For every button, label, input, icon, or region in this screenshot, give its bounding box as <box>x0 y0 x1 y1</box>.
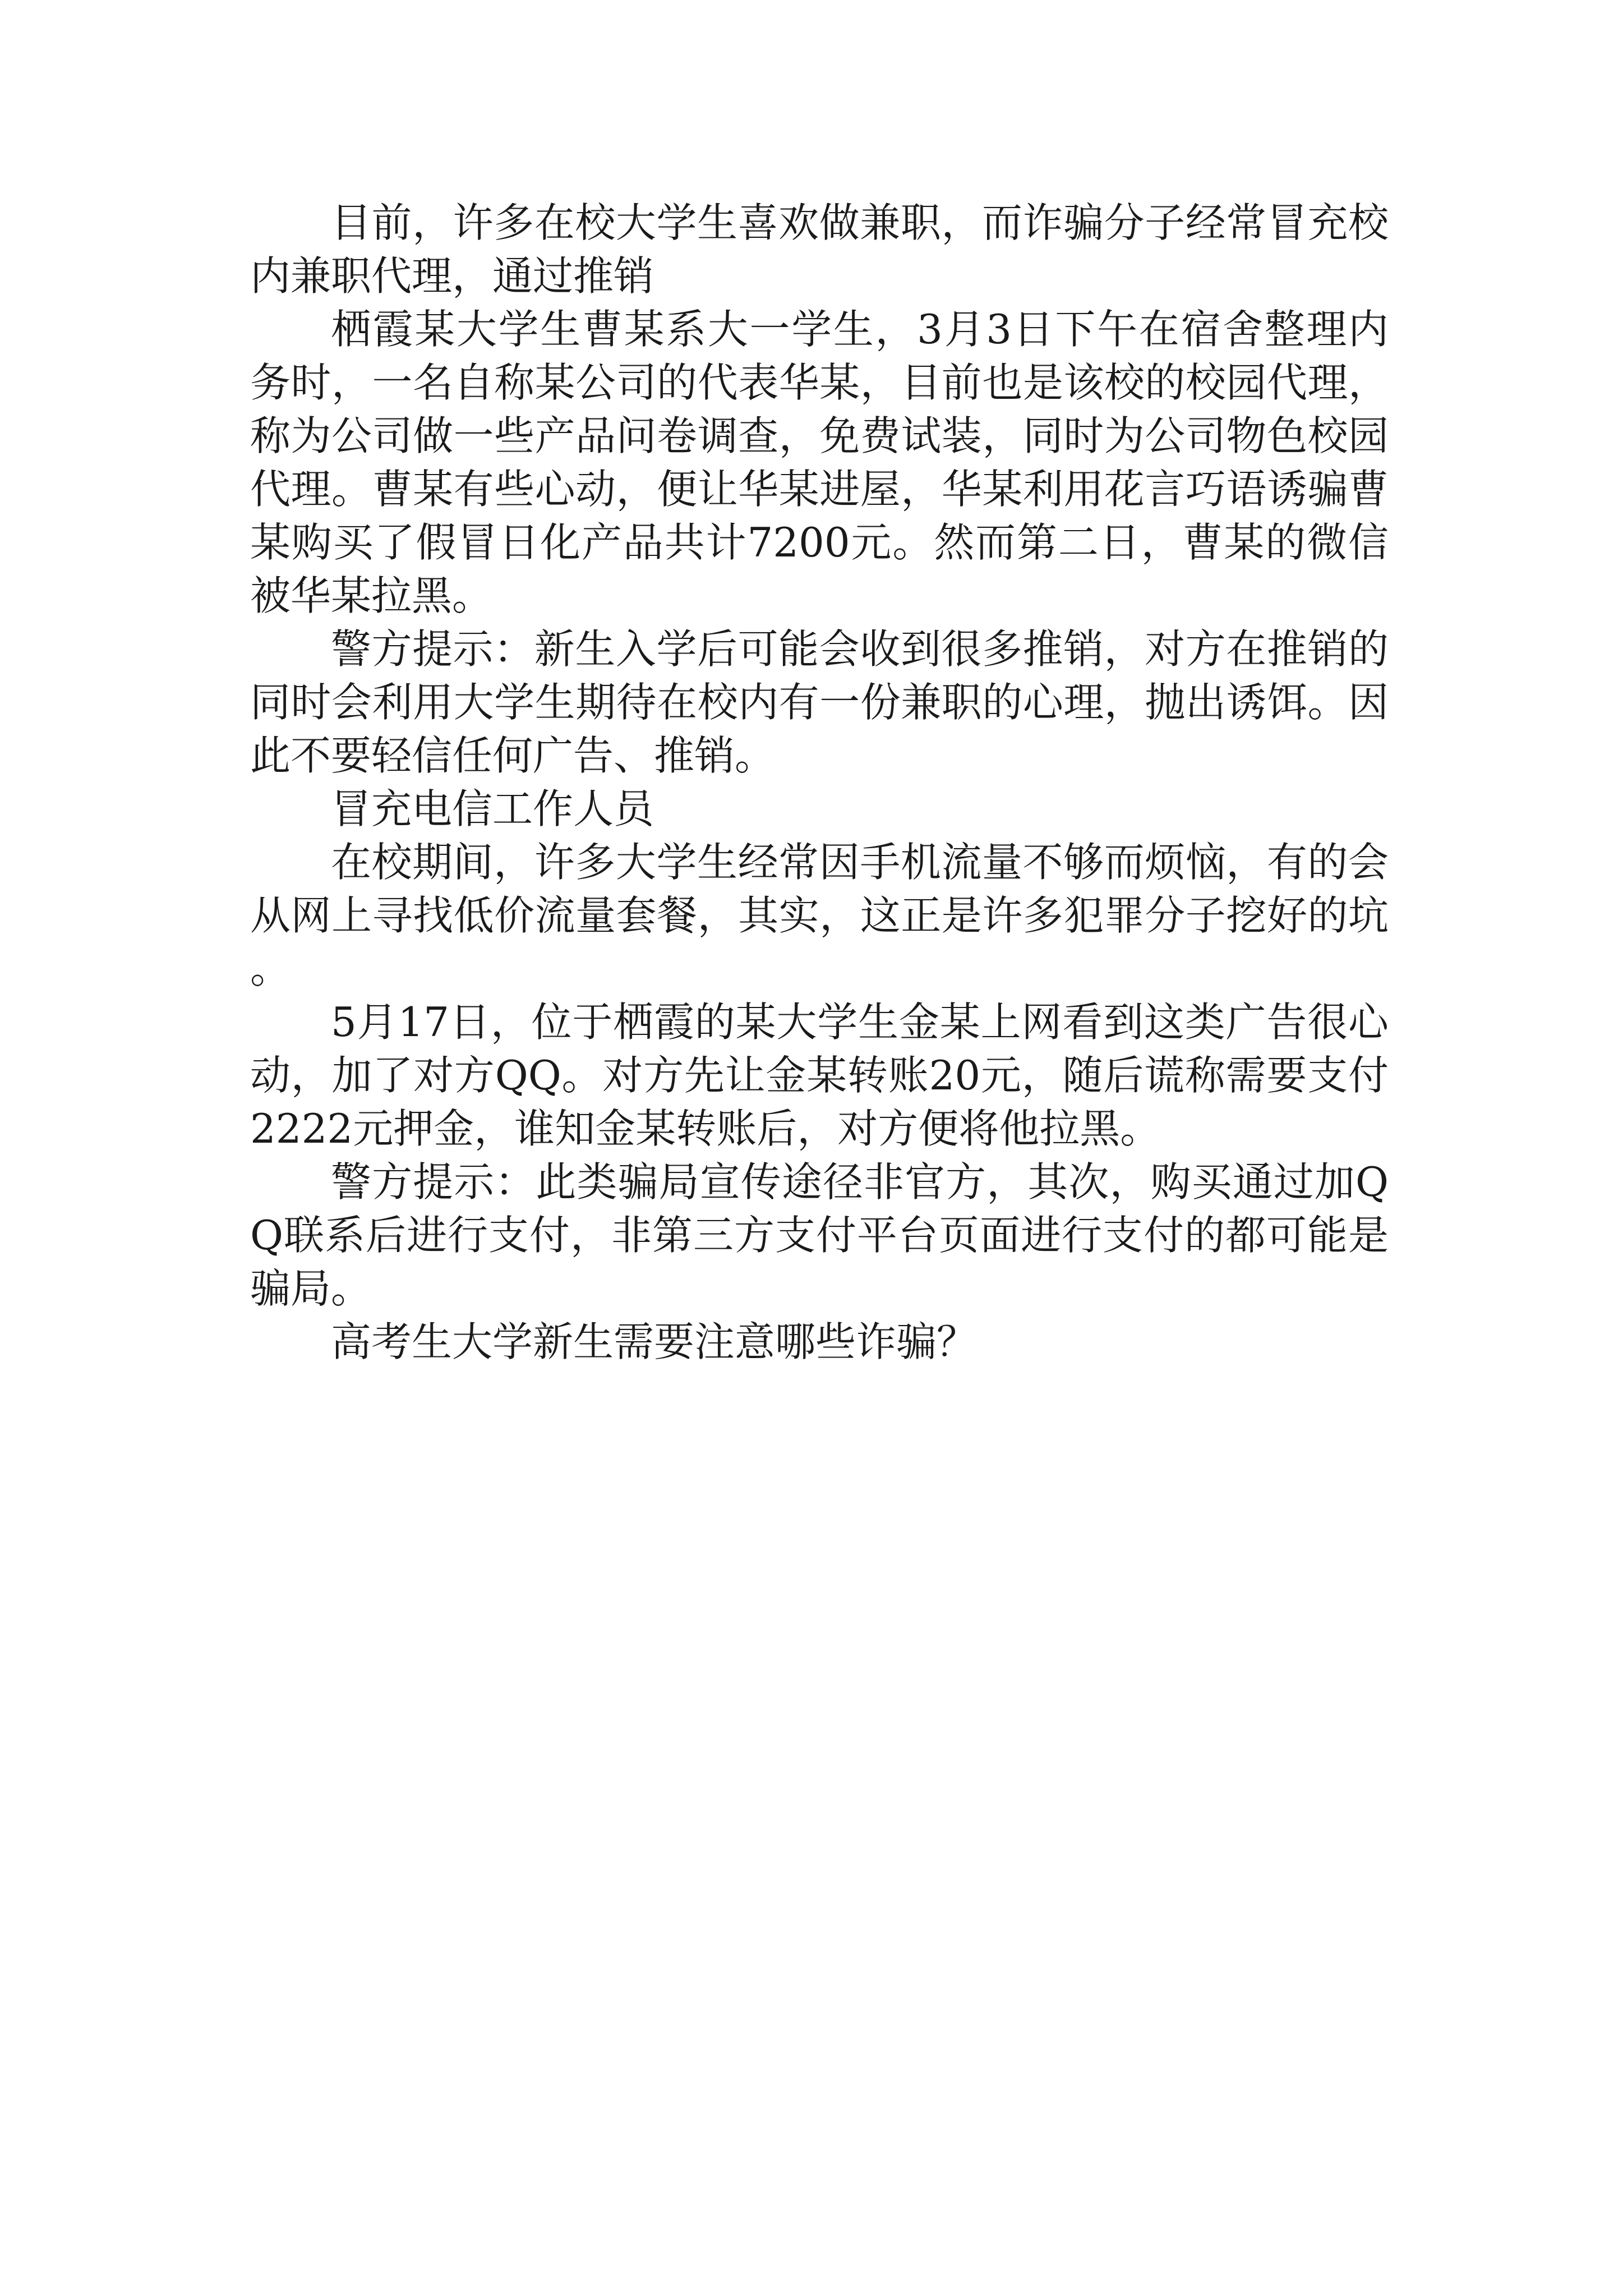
paragraph-police-tip-sales: 警方提示：新生入学后可能会收到很多推销，对方在推销的同时会利用大学生期待在校内有一份兼职的心理，抛出诱饵。因此不要轻信任何广告、推销。 <box>250 625 1389 779</box>
paragraph-jin-case: 5月17日，位于栖霞的某大学生金某上网看到这类广告很心动，加了对方QQ。对方先让金某转账20元，随后谎称需要支付2222元押金，谁知金某转账后，对方便将他拉黑。 <box>250 999 1389 1152</box>
paragraph-telecom-heading: 冒充电信工作人员 <box>331 785 654 832</box>
paragraph-part-time-intro: 目前，许多在校大学生喜欢做兼职，而诈骗分子经常冒充校内兼职代理，通过推销 <box>250 199 1389 300</box>
paragraph-cao-case: 栖霞某大学生曹某系大一学生，3月3日下午在宿舍整理内务时，一名自称某公司的代表华某，目前也是该校的校园代理，称为公司做一些产品问卷调查，免费试装，同时为公司物色校园代理。曹某有些心动，便让华某进屋，华某利用花言巧语诱骗曹某购买了假冒日化产品共计7200元。然而第二日，曹某的微信被华某拉黑。 <box>250 306 1389 619</box>
paragraph-closing-question: 高考生大学新生需要注意哪些诈骗？ <box>331 1318 978 1365</box>
paragraph-data-plan-intro: 在校期间，许多大学生经常因手机流量不够而烦恼，有的会从网上寻找低价流量套餐，其实，这正是许多犯罪分子挖好的坑。 <box>250 839 1389 992</box>
paragraph-police-tip-payment: 警方提示：此类骗局宣传途径非官方，其次，购买通过加QQ联系后进行支付，非第三方支付平台页面进行支付的都可能是骗局。 <box>250 1158 1389 1312</box>
document-body <box>250 196 1389 1369</box>
